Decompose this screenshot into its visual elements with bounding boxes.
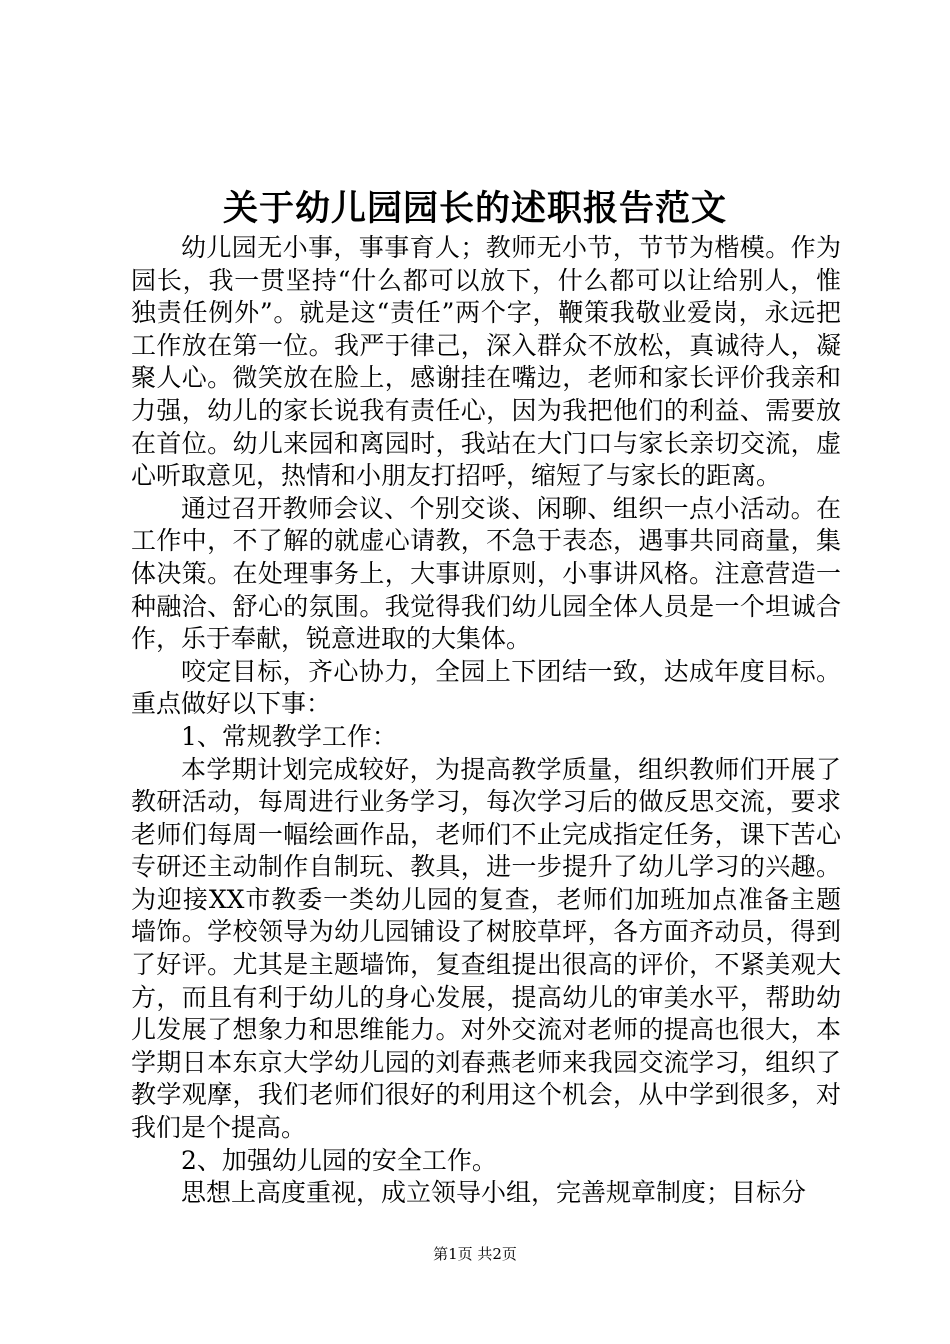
- paragraph-5: 思想上高度重视，成立领导小组，完善规章制度；目标分: [181, 1178, 807, 1208]
- paragraph-2: 通过召开教师会议、个别交谈、闲聊、组织一点小活动。在工作中，不了解的就虚心请教，不急于表态，遇事共同商量，集体决策。在处理事务上，大事讲原则，小事讲风格。注意营造一种融洽、舒心的氛围。我觉得我们幼儿园全体人员是一个坦诚合作，乐于奉献，锐意进取的大集体。: [131, 493, 841, 654]
- paragraph-3: 咬定目标，齐心协力，全园上下团结一致，达成年度目标。重点做好以下事：: [131, 656, 841, 719]
- section-heading-1: 1、常规教学工作：: [181, 721, 397, 751]
- section-heading-2: 2、加强幼儿园的安全工作。: [181, 1145, 497, 1175]
- document-title: 关于幼儿园园长的述职报告范文: [222, 188, 727, 229]
- paragraph-4: 本学期计划完成较好，为提高教学质量，组织教师们开展了教研活动，每周进行业务学习，每次学习后的做反思交流，要求老师们每周一幅绘画作品，老师们不止完成指定任务，课下苦心专研还主动制作自制玩、教具，进一步提升了幼儿学习的兴趣。为迎接XX市教委一类幼儿园的复查，老师们加班加点准备主题墙饰。学校领导为幼儿园铺设了树胶草坪，各方面齐动员，得到了好评。尤其是主题墙饰，复查组提出很高的评价，不紧美观大方，而且有利于幼儿的身心发展，提高幼儿的审美水平，帮助幼儿发展了想象力和思维能力。对外交流对老师的提高也很大，本学期日本东京大学幼儿园的刘春燕老师来我园交流学习，组织了教学观摩，我们老师们很好的利用这个机会，从中学到很多，对我们是个提高。: [131, 754, 841, 1143]
- document-body: [131, 232, 841, 1210]
- paragraph-1: 幼儿园无小事，事事育人；教师无小节，节节为楷模。作为园长，我一贯坚持“什么都可以放下，什么都可以让给别人，惟独责任例外”。就是这“责任”两个字，鞭策我敬业爱岗，永远把工作放在第一位。我严于律己，深入群众不放松，真诚待人，凝聚人心。微笑放在脸上，感谢挂在嘴边，老师和家长评价我亲和力强，幼儿的家长说我有责任心，因为我把他们的利益、需要放在首位。幼儿来园和离园时，我站在大门口与家长亲切交流，虚心听取意见，热情和小朋友打招呼，缩短了与家长的距离。: [131, 233, 841, 491]
- page-footer: 第1页 共2页: [433, 1245, 517, 1263]
